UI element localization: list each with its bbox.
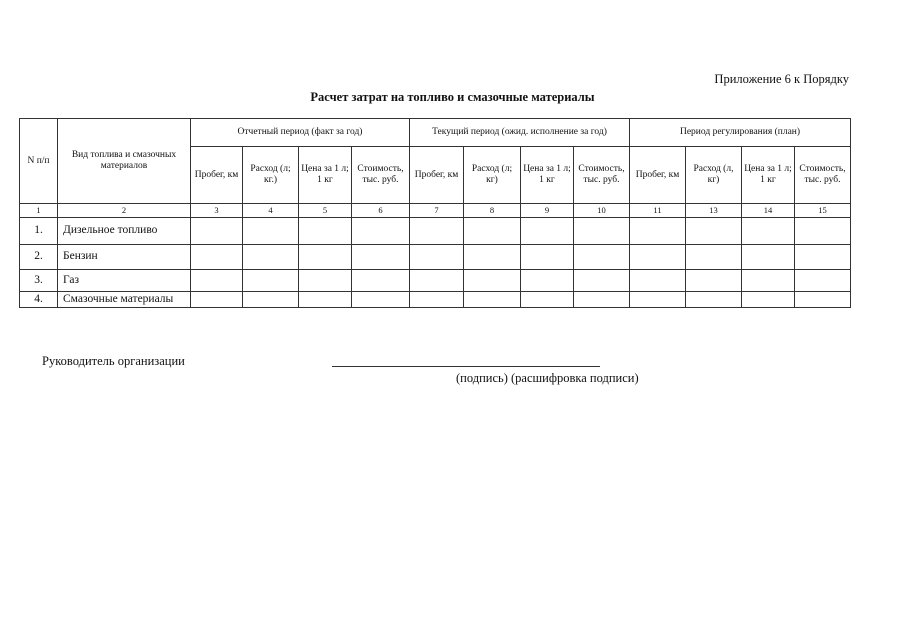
row-fuel-name: Смазочные материалы	[58, 292, 191, 308]
row-fuel-name: Дизельное топливо	[58, 218, 191, 245]
subheader-consumption: Расход (л, кг)	[686, 147, 742, 204]
empty-cell	[410, 292, 464, 308]
row-number: 4.	[20, 292, 58, 308]
empty-cell	[795, 292, 851, 308]
empty-cell	[191, 292, 243, 308]
empty-cell	[243, 292, 299, 308]
table-row	[20, 218, 851, 245]
column-index: 6	[352, 204, 410, 218]
empty-cell	[464, 292, 521, 308]
empty-cell	[352, 245, 410, 270]
column-index-row	[20, 204, 851, 218]
empty-cell	[742, 245, 795, 270]
empty-cell	[299, 218, 352, 245]
empty-cell	[299, 245, 352, 270]
empty-cell	[630, 270, 686, 292]
empty-cell	[630, 218, 686, 245]
column-index: 7	[410, 204, 464, 218]
column-index: 10	[574, 204, 630, 218]
empty-cell	[191, 245, 243, 270]
signature-caption: (подпись) (расшифровка подписи)	[456, 371, 639, 385]
header-period-current: Текущий период (ожид. исполнение за год)	[410, 119, 630, 147]
column-index: 9	[521, 204, 574, 218]
empty-cell	[243, 270, 299, 292]
column-index: 13	[686, 204, 742, 218]
empty-cell	[795, 245, 851, 270]
header-no: N п/п	[20, 119, 58, 204]
column-index: 8	[464, 204, 521, 218]
subheader-consumption: Расход (л; кг)	[464, 147, 521, 204]
subheader-consumption: Расход (л; кг.)	[243, 147, 299, 204]
row-number: 3.	[20, 270, 58, 292]
empty-cell	[299, 270, 352, 292]
empty-cell	[574, 245, 630, 270]
empty-cell	[686, 292, 742, 308]
signature-line	[332, 366, 600, 367]
empty-cell	[521, 218, 574, 245]
empty-cell	[742, 218, 795, 245]
empty-cell	[352, 292, 410, 308]
empty-cell	[191, 270, 243, 292]
empty-cell	[742, 270, 795, 292]
subheader-mileage: Пробег, км	[630, 147, 686, 204]
empty-cell	[464, 245, 521, 270]
subheader-mileage: Пробег, км	[191, 147, 243, 204]
header-fuel-type: Вид топлива и смазочных материалов	[58, 119, 191, 204]
subheader-cost: Стоимость, тыс. руб.	[574, 147, 630, 204]
empty-cell	[410, 270, 464, 292]
fuel-cost-table	[19, 118, 851, 308]
empty-cell	[795, 270, 851, 292]
empty-cell	[630, 245, 686, 270]
empty-cell	[795, 218, 851, 245]
table-row	[20, 292, 851, 308]
empty-cell	[574, 292, 630, 308]
column-index: 1	[20, 204, 58, 218]
subheader-price: Цена за 1 л; 1 кг	[299, 147, 352, 204]
row-fuel-name: Бензин	[58, 245, 191, 270]
empty-cell	[521, 245, 574, 270]
subheader-mileage: Пробег, км	[410, 147, 464, 204]
empty-cell	[410, 245, 464, 270]
empty-cell	[464, 270, 521, 292]
column-index: 3	[191, 204, 243, 218]
column-index: 4	[243, 204, 299, 218]
head-of-organization-label: Руководитель организации	[42, 354, 185, 368]
subheader-cost: Стоимость, тыс. руб.	[352, 147, 410, 204]
empty-cell	[686, 270, 742, 292]
empty-cell	[464, 218, 521, 245]
column-index: 5	[299, 204, 352, 218]
table-header-row-periods	[20, 119, 851, 147]
header-period-reported: Отчетный период (факт за год)	[191, 119, 410, 147]
subheader-cost: Стоимость, тыс. руб.	[795, 147, 851, 204]
table-row	[20, 245, 851, 270]
empty-cell	[686, 218, 742, 245]
empty-cell	[521, 292, 574, 308]
appendix-note: Приложение 6 к Порядку	[714, 72, 849, 86]
column-index: 14	[742, 204, 795, 218]
empty-cell	[243, 218, 299, 245]
empty-cell	[191, 218, 243, 245]
empty-cell	[686, 245, 742, 270]
empty-cell	[574, 270, 630, 292]
row-fuel-name: Газ	[58, 270, 191, 292]
empty-cell	[352, 270, 410, 292]
empty-cell	[574, 218, 630, 245]
empty-cell	[299, 292, 352, 308]
empty-cell	[521, 270, 574, 292]
empty-cell	[243, 245, 299, 270]
table-row	[20, 270, 851, 292]
empty-cell	[352, 218, 410, 245]
empty-cell	[742, 292, 795, 308]
column-index: 15	[795, 204, 851, 218]
header-period-regulation: Период регулирования (план)	[630, 119, 851, 147]
subheader-price: Цена за 1 л; 1 кг	[742, 147, 795, 204]
column-index: 11	[630, 204, 686, 218]
document-title: Расчет затрат на топливо и смазочные материалы	[310, 90, 595, 104]
row-number: 1.	[20, 218, 58, 245]
row-number: 2.	[20, 245, 58, 270]
empty-cell	[410, 218, 464, 245]
column-index: 2	[58, 204, 191, 218]
empty-cell	[630, 292, 686, 308]
subheader-price: Цена за 1 л; 1 кг	[521, 147, 574, 204]
